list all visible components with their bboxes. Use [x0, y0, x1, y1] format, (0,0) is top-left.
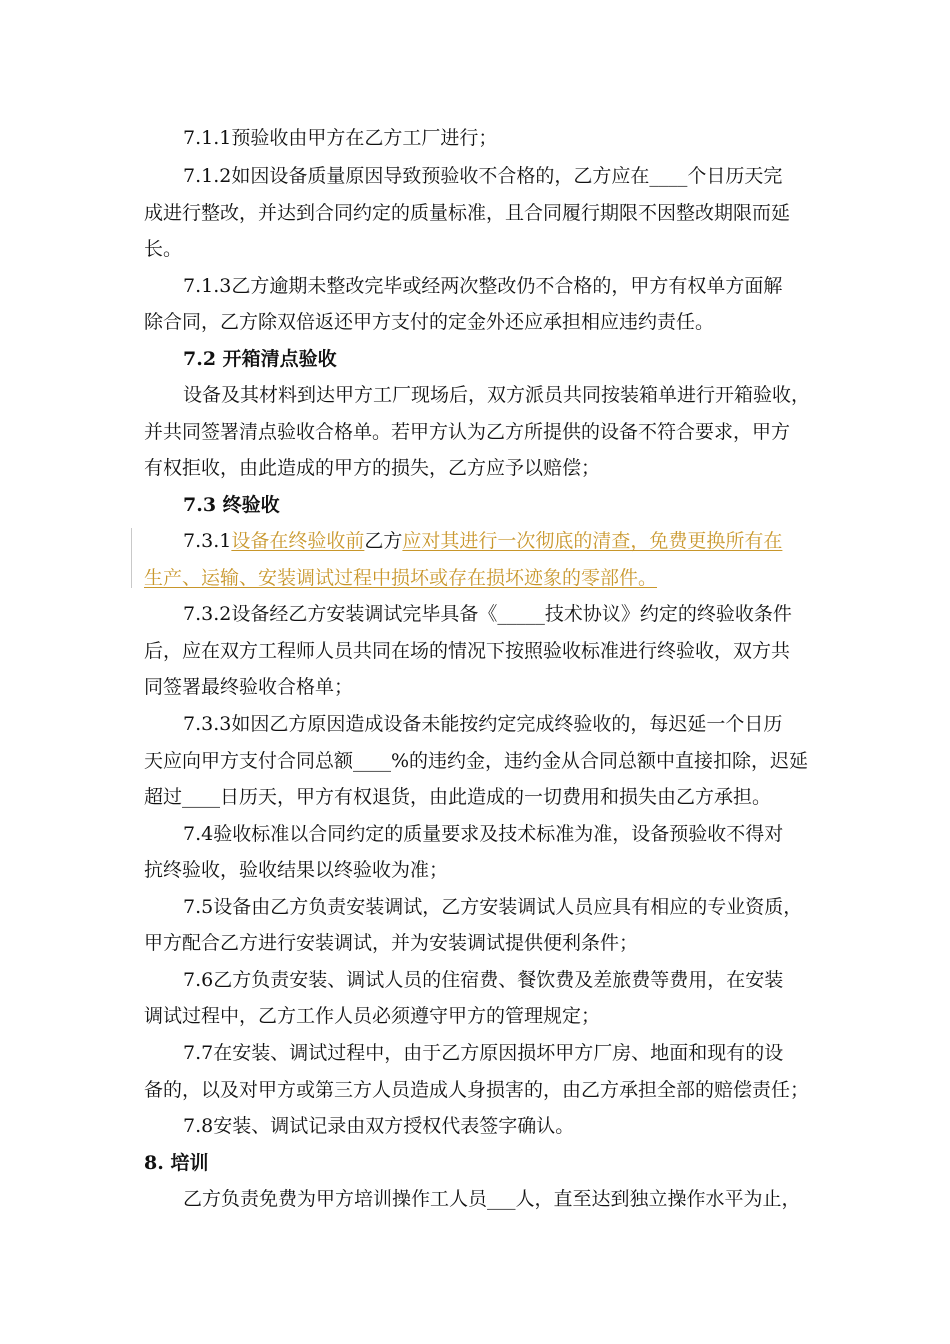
section-8-heading: 8. 培训	[144, 1152, 209, 1174]
para-7-3-3-line-1: 7.3.3如因乙方原因造成设备未能按约定完成终验收的，每迟延一个日历	[183, 713, 783, 735]
revision-insert-1[interactable]: 设备在终验收前	[231, 530, 365, 552]
para-7-2-line-2: 并共同签署清点验收合格单。若甲方认为乙方所提供的设备不符合要求，甲方	[144, 421, 791, 443]
heading-7-3: 7.3 终验收	[183, 494, 280, 516]
para-7-3-2-line-3: 同签署最终验收合格单；	[144, 676, 354, 698]
revision-insert-2[interactable]: 应对其进行一次彻底的清查，免费更换所有在	[402, 530, 783, 552]
para-7-4-line-1: 7.4验收标准以合同约定的质量要求及技术标准为准，设备预验收不得对	[183, 823, 784, 845]
para-7-7-line-2: 备的，以及对甲方或第三方人员造成人身损害的，由乙方承担全部的赔偿责任；	[144, 1079, 810, 1101]
para-7-1-3-line-1: 7.1.3乙方逾期未整改完毕或经两次整改仍不合格的，甲方有权单方面解	[183, 275, 783, 297]
para-7-3-1-line-2	[144, 565, 657, 591]
para-7-1-3-line-2: 除合同，乙方除双倍返还甲方支付的定金外还应承担相应违约责任。	[144, 311, 715, 333]
para-7-2-line-3: 有权拒收，由此造成的甲方的损失，乙方应予以赔偿；	[144, 457, 601, 479]
para-7-6-line-1: 7.6乙方负责安装、调试人员的住宿费、餐饮费及差旅费等费用，在安装	[183, 969, 784, 991]
para-7-1-2-line-1: 7.1.2如因设备质量原因导致预验收不合格的，乙方应在____个日历天完	[183, 165, 783, 187]
para-7-8-line-1: 7.8安装、调试记录由双方授权代表签字确认。	[183, 1115, 575, 1137]
para-7-3-3-line-3: 超过____日历天，甲方有权退货，由此造成的一切费用和损失由乙方承担。	[144, 786, 772, 808]
para-8-line-1: 乙方负责免费为甲方培训操作工人员___人，直至达到独立操作水平为止，	[183, 1188, 801, 1210]
para-7-1-1-line-1: 7.1.1预验收由甲方在乙方工厂进行；	[183, 127, 498, 149]
para-7-5-line-1: 7.5设备由乙方负责安装调试，乙方安装调试人员应具有相应的专业资质，	[183, 896, 803, 918]
para-7-3-1-line-1	[183, 528, 782, 554]
para-7-5-line-2: 甲方配合乙方进行安装调试，并为安装调试提供便利条件；	[144, 932, 639, 954]
para-7-2-line-1: 设备及其材料到达甲方工厂现场后，双方派员共同按装箱单进行开箱验收，	[183, 384, 811, 406]
para-7-3-1-number: 7.3.1	[183, 530, 232, 552]
para-7-3-1-text: 乙方	[364, 530, 403, 552]
para-7-3-3-line-2: 天应向甲方支付合同总额____%的违约金，违约金从合同总额中直接扣除，迟延	[144, 750, 809, 772]
heading-7-2: 7.2 开箱清点验收	[183, 348, 337, 370]
para-7-4-line-2: 抗终验收，验收结果以终验收为准；	[144, 859, 449, 881]
para-7-3-2-line-2: 后，应在双方工程师人员共同在场的情况下按照验收标准进行终验收，双方共	[144, 640, 791, 662]
para-7-1-2-line-2: 成进行整改，并达到合同约定的质量标准，且合同履行期限不因整改期限而延	[144, 202, 791, 224]
revision-insert-3[interactable]: 生产、运输、安装调试过程中损坏或存在损坏迹象的零部件。	[144, 567, 658, 589]
para-7-3-2-line-1: 7.3.2设备经乙方安装调试完毕具备《_____技术协议》约定的终验收条件	[183, 603, 792, 625]
para-7-6-line-2: 调试过程中，乙方工作人员必须遵守甲方的管理规定；	[144, 1005, 601, 1027]
para-7-7-line-1: 7.7在安装、调试过程中，由于乙方原因损坏甲方厂房、地面和现有的设	[183, 1042, 784, 1064]
revision-change-bar	[131, 528, 132, 588]
para-7-1-2-line-3: 长。	[144, 238, 183, 260]
